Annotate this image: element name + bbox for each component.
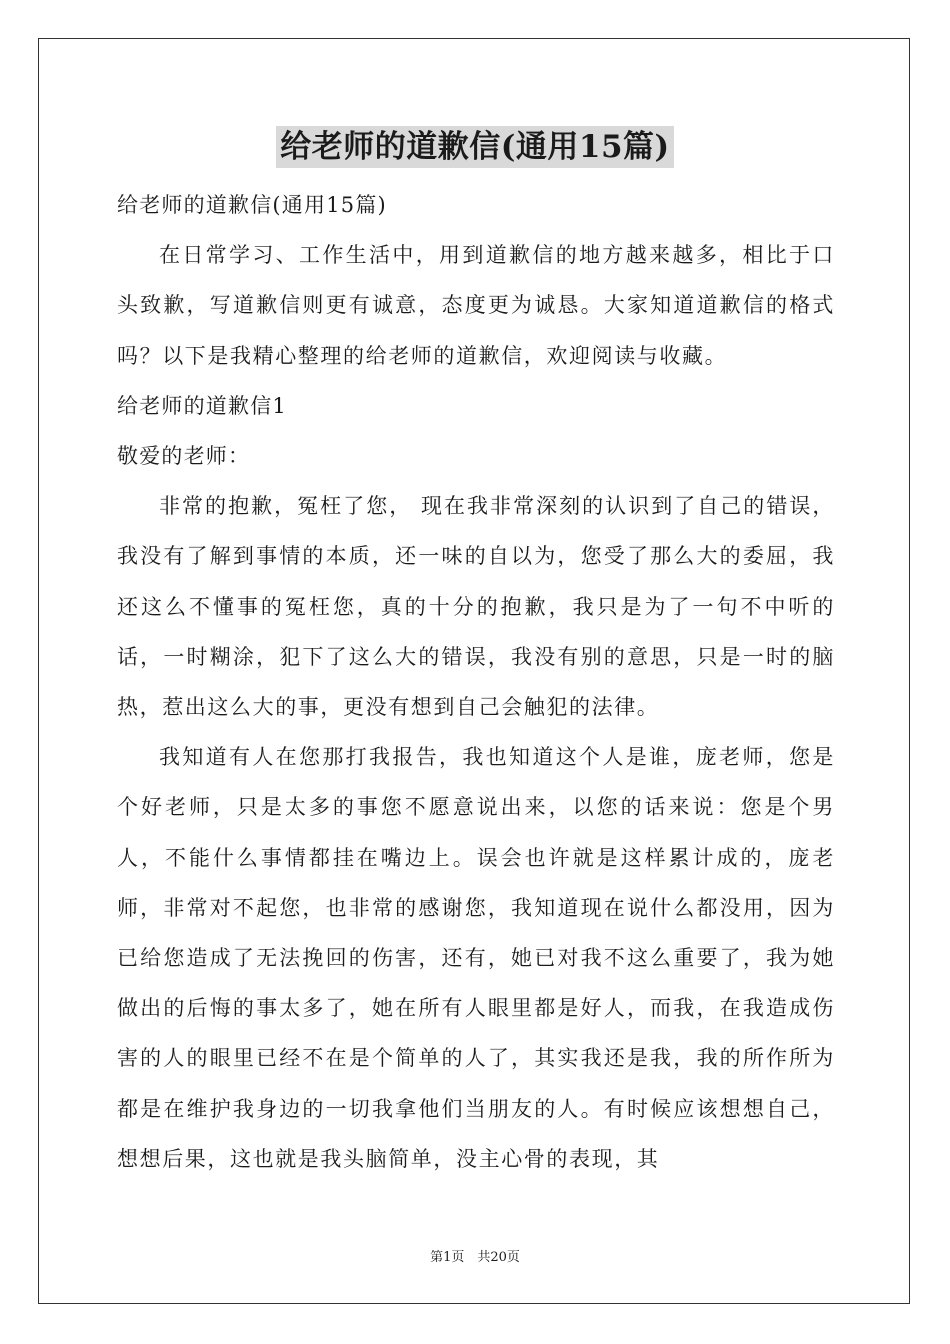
salutation: 敬爱的老师： <box>117 444 251 469</box>
intro-paragraph: 在日常学习、工作生活中，用到道歉信的地方越来越多，相比于口头致歉，写道歉信则更有诚意，态度更为诚恳。大家知道道歉信的格式吗？以下是我精心整理的给老师的道歉信，欢迎阅读与收藏。 <box>117 243 835 368</box>
page-number: 第1页 共20页 <box>430 1250 520 1265</box>
document-title: 给老师的道歉信(通用15篇) <box>276 126 673 168</box>
body-paragraph-1: 非常的抱歉，冤枉了您， 现在我非常深刻的认识到了自己的错误，我没有了解到事情的本质，还一味的自以为，您受了那么大的委屈，我还这么不懂事的冤枉您，真的十分的抱歉，我只是为了一句不中听的话，一时糊涂，犯下了这么大的错误，我没有别的意思，只是一时的脑热，惹出这么大的事，更没有想到自己会触犯的法律。 <box>117 494 835 720</box>
page-footer <box>0 1246 950 1265</box>
body-paragraph-2: 我知道有人在您那打我报告，我也知道这个人是谁，庞老师，您是个好老师，只是太多的事您不愿意说出来，以您的话来说：您是个男人，不能什么事情都挂在嘴边上。误会也许就是这样累计成的，庞老师，非常对不起您，也非常的感谢您，我知道现在说什么都没用，因为已给您造成了无法挽回的伤害，还有，她已对我不这么重要了，我为她做出的后悔的事太多了，她在所有人眼里都是好人，而我，在我造成伤害的人的眼里已经不在是个简单的人了，其实我还是我，我的所作所为都是在维护我身边的一切我拿他们当朋友的人。有时候应该想想自己，想想后果，这也就是我头脑简单，没主心骨的表现，其 <box>117 745 835 1171</box>
document-subtitle: 给老师的道歉信(通用15篇) <box>117 193 387 217</box>
section-heading: 给老师的道歉信1 <box>117 393 287 418</box>
title-container <box>0 126 950 168</box>
document-body <box>117 180 835 1184</box>
